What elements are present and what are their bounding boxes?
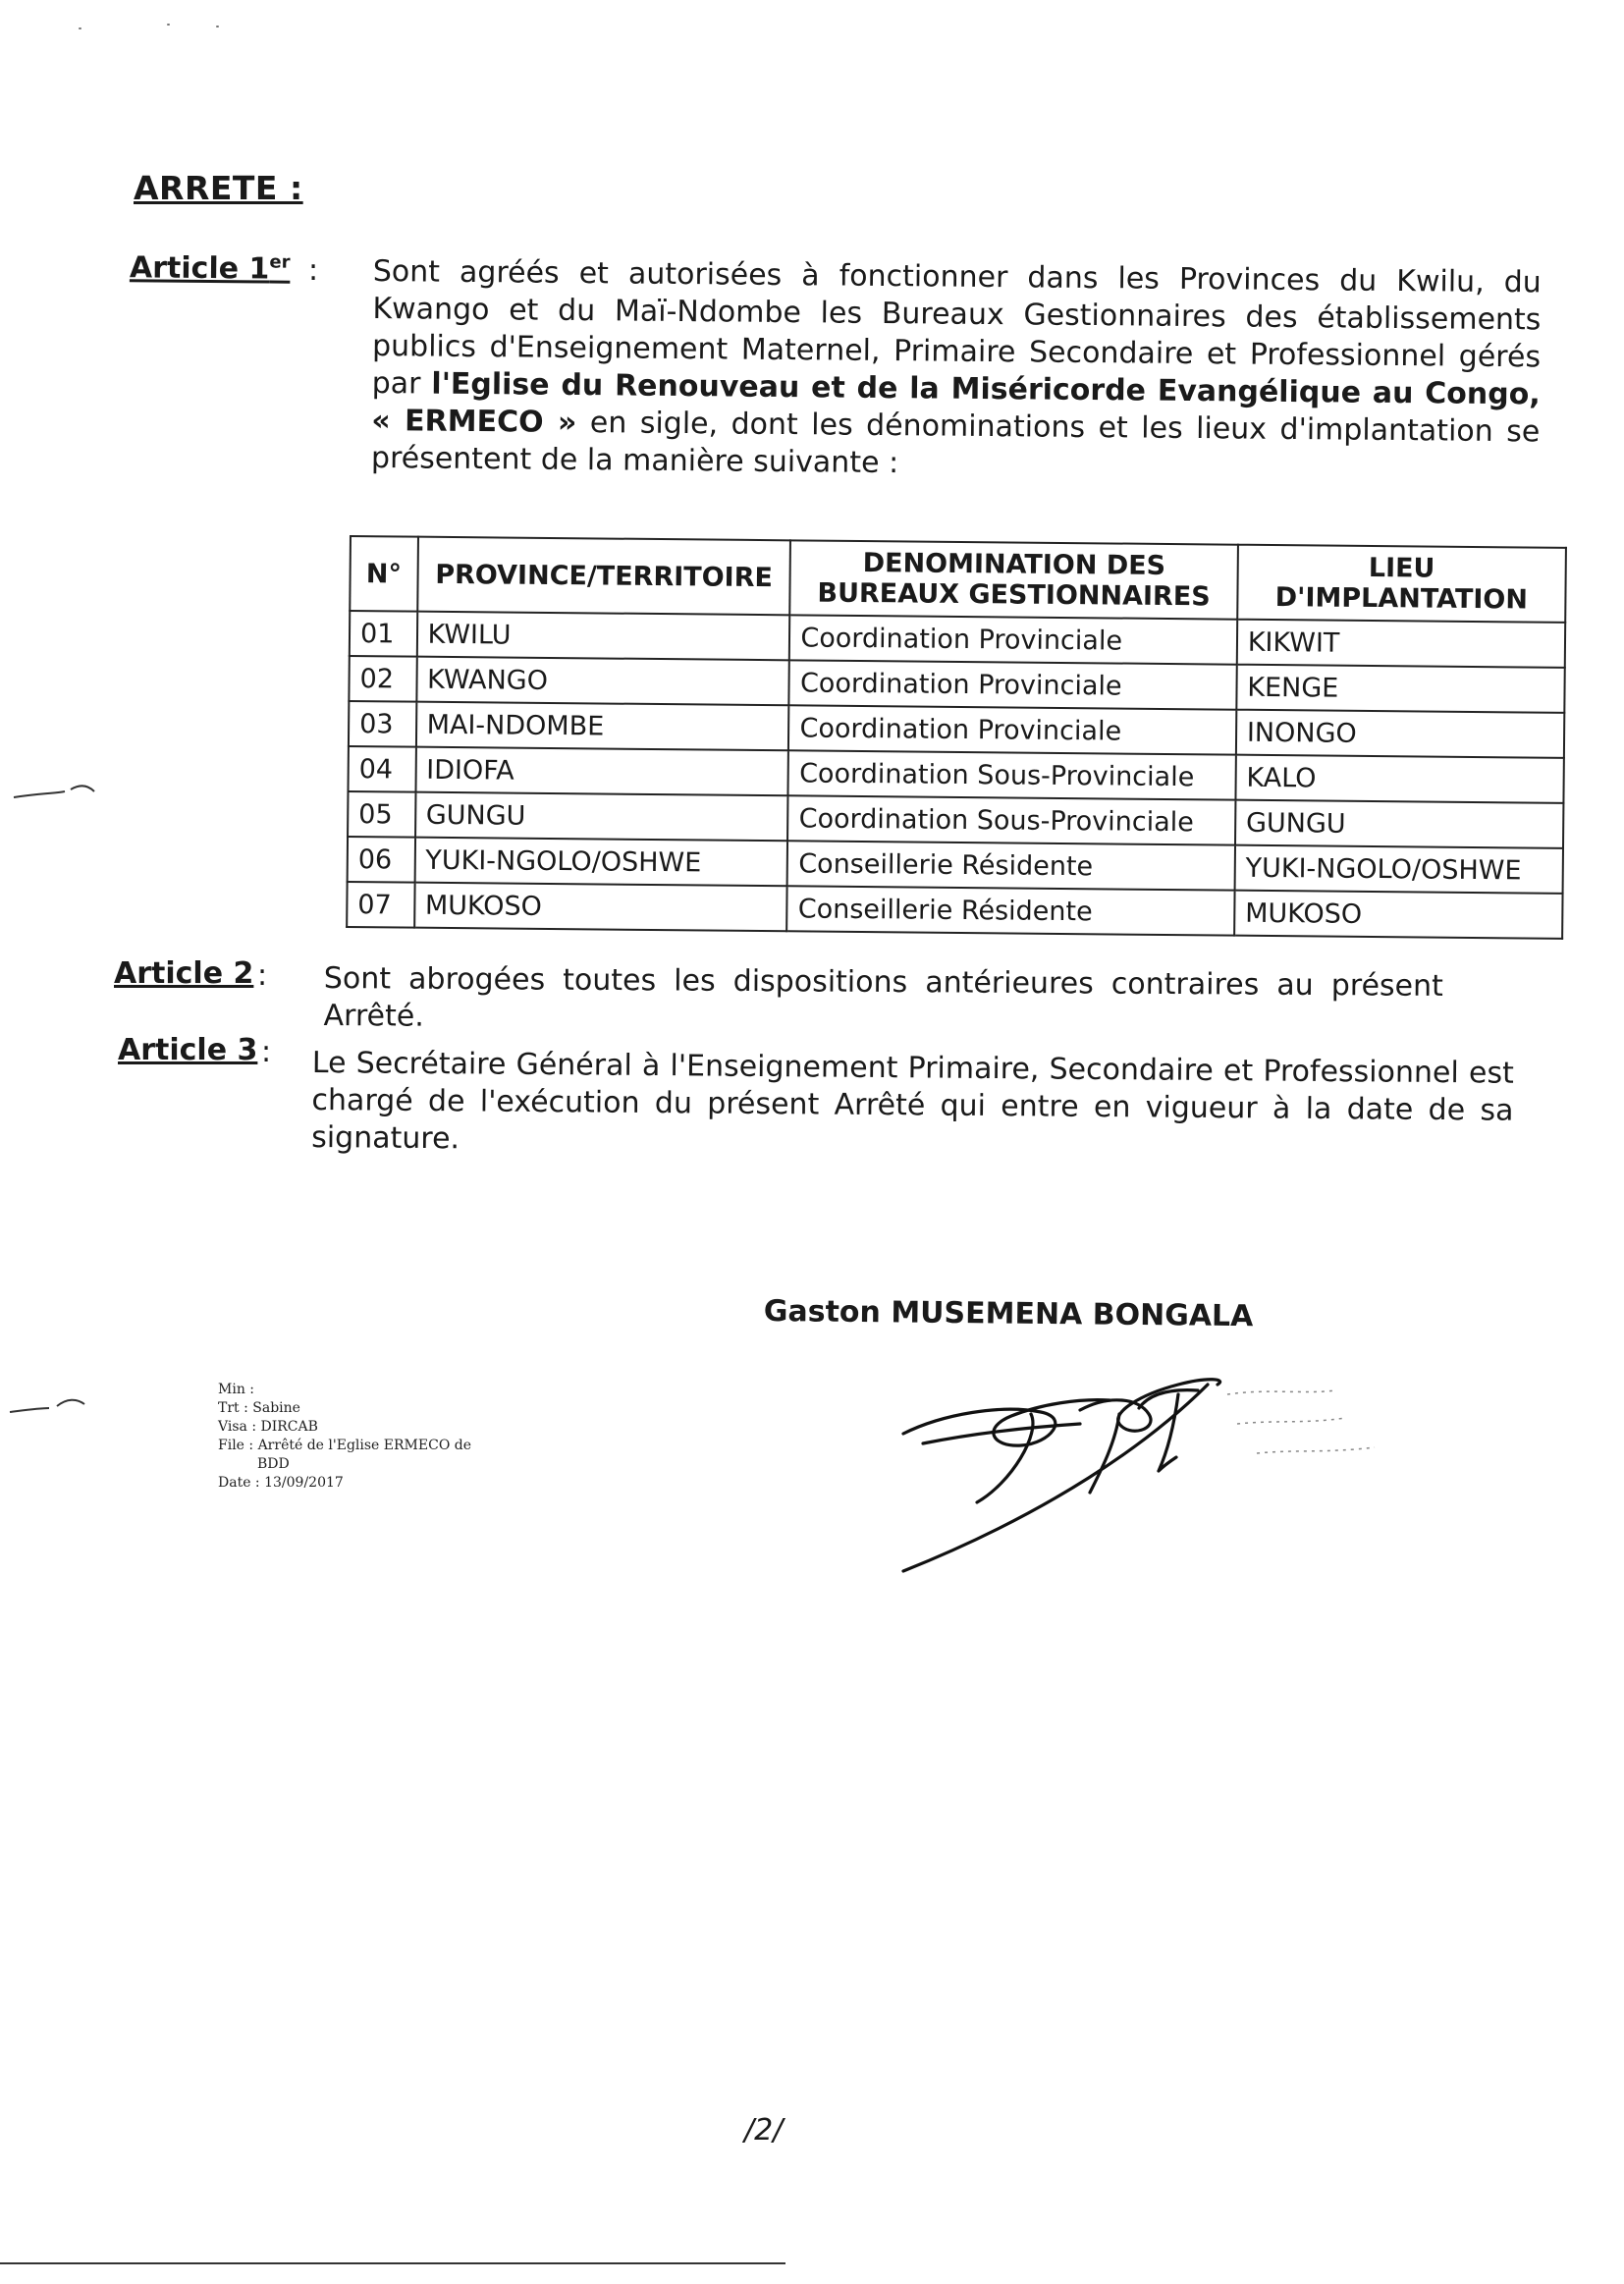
header-lieu: LIEU D'IMPLANTATION [1237, 545, 1566, 623]
meta-file-continued: BDD [257, 1456, 290, 1472]
article-2-colon: : [257, 958, 268, 993]
article-1-text-part1: Sont agréés et autorisées à fonctionner dans les Provinces du Kwilu, du Kwango et du Maï-Ndombe les Bureaux Gestionnaires des établissements publics d'Enseignement Maternel, Primaire Secondaire et Professionnel gérés par [371, 253, 1542, 402]
cell-province: MUKOSO [414, 883, 787, 932]
margin-mark-lower [6, 1390, 94, 1420]
table-header-row [350, 536, 1566, 623]
cell-lieu: KALO [1235, 755, 1564, 803]
header-province: PROVINCE/TERRITOIRE [417, 537, 791, 616]
meta-visa: Visa : DIRCAB [218, 1419, 318, 1435]
cell-denomination: Coordination Sous-Provinciale [788, 750, 1236, 799]
page-number: /2/ [744, 2113, 784, 2148]
cell-province: YUKI-NGOLO/OSHWE [414, 838, 787, 887]
cell-lieu: YUKI-NGOLO/OSHWE [1234, 845, 1563, 894]
article-1-text-part2: en sigle, dont les dénominations et les lieux d'implantation se présentent de la manière suivante : [370, 405, 1541, 481]
cell-lieu: MUKOSO [1234, 891, 1563, 939]
article-1-label-main: Article 1 [129, 250, 270, 287]
article-1-church-name: l'Eglise du Renouveau et de la Miséricorde Evangélique au Congo, « ERMECO » [371, 366, 1541, 440]
cell-lieu: INONGO [1236, 710, 1565, 758]
article-1-colon: : [308, 253, 319, 288]
cell-number: 03 [349, 701, 416, 747]
cell-number: 04 [348, 746, 415, 792]
cell-lieu: GUNGU [1235, 800, 1564, 848]
margin-mark-upper [10, 776, 98, 805]
article-1-text [371, 253, 1542, 488]
article-2-text: Sont abrogées toutes les dispositions antérieures contraires au présent Arrêté. [323, 961, 1443, 1034]
handwritten-signature [884, 1355, 1434, 1581]
cell-number: 07 [347, 882, 414, 928]
header-denomination: DENOMINATION DES BUREAUX GESTIONNAIRES [790, 540, 1238, 619]
cell-number: 02 [349, 656, 416, 702]
article-3-text: Le Secrétaire Général à l'Enseignement Primaire, Secondaire et Professionnel est chargé de l'exécution du présent Arrêté qui entre en vigueur à la date de sa signature. [311, 1046, 1514, 1157]
cell-denomination: Conseillerie Résidente [787, 841, 1235, 890]
article-3-colon: : [261, 1035, 272, 1069]
cell-denomination: Conseillerie Résidente [787, 886, 1235, 935]
cell-lieu: KIKWIT [1237, 620, 1566, 668]
filing-metadata [218, 1381, 471, 1493]
cell-province: KWANGO [416, 657, 789, 706]
cell-province: KWILU [416, 612, 789, 661]
meta-min: Min : [218, 1382, 254, 1397]
meta-file: File : Arrêté de l'Eglise ERMECO de [218, 1438, 471, 1453]
bureaux-table [346, 535, 1567, 940]
cell-province: MAI-NDOMBE [415, 702, 788, 751]
bottom-rule [0, 2262, 785, 2264]
cell-number: 06 [348, 837, 415, 883]
cell-lieu: KENGE [1236, 665, 1565, 713]
cell-province: IDIOFA [415, 747, 788, 796]
article-1-label [130, 250, 291, 286]
scan-specks [79, 20, 255, 39]
cell-number: 05 [348, 791, 415, 838]
meta-trt: Trt : Sabine [218, 1400, 300, 1416]
cell-number: 01 [350, 611, 417, 657]
article-3-label: Article 3 [118, 1033, 258, 1067]
meta-date: Date : 13/09/2017 [218, 1475, 344, 1491]
cell-denomination: Coordination Provinciale [789, 660, 1237, 709]
cell-denomination: Coordination Provinciale [788, 705, 1236, 754]
cell-denomination: Coordination Sous-Provinciale [788, 795, 1236, 844]
header-number: N° [350, 536, 417, 612]
signatory-name: Gaston MUSEMENA BONGALA [763, 1294, 1254, 1334]
article-1-label-sup: er [269, 251, 291, 273]
cell-province: GUNGU [415, 792, 788, 842]
article-2-label: Article 2 [114, 956, 254, 991]
cell-denomination: Coordination Provinciale [789, 615, 1237, 664]
arrete-heading: ARRETE : [134, 169, 303, 207]
